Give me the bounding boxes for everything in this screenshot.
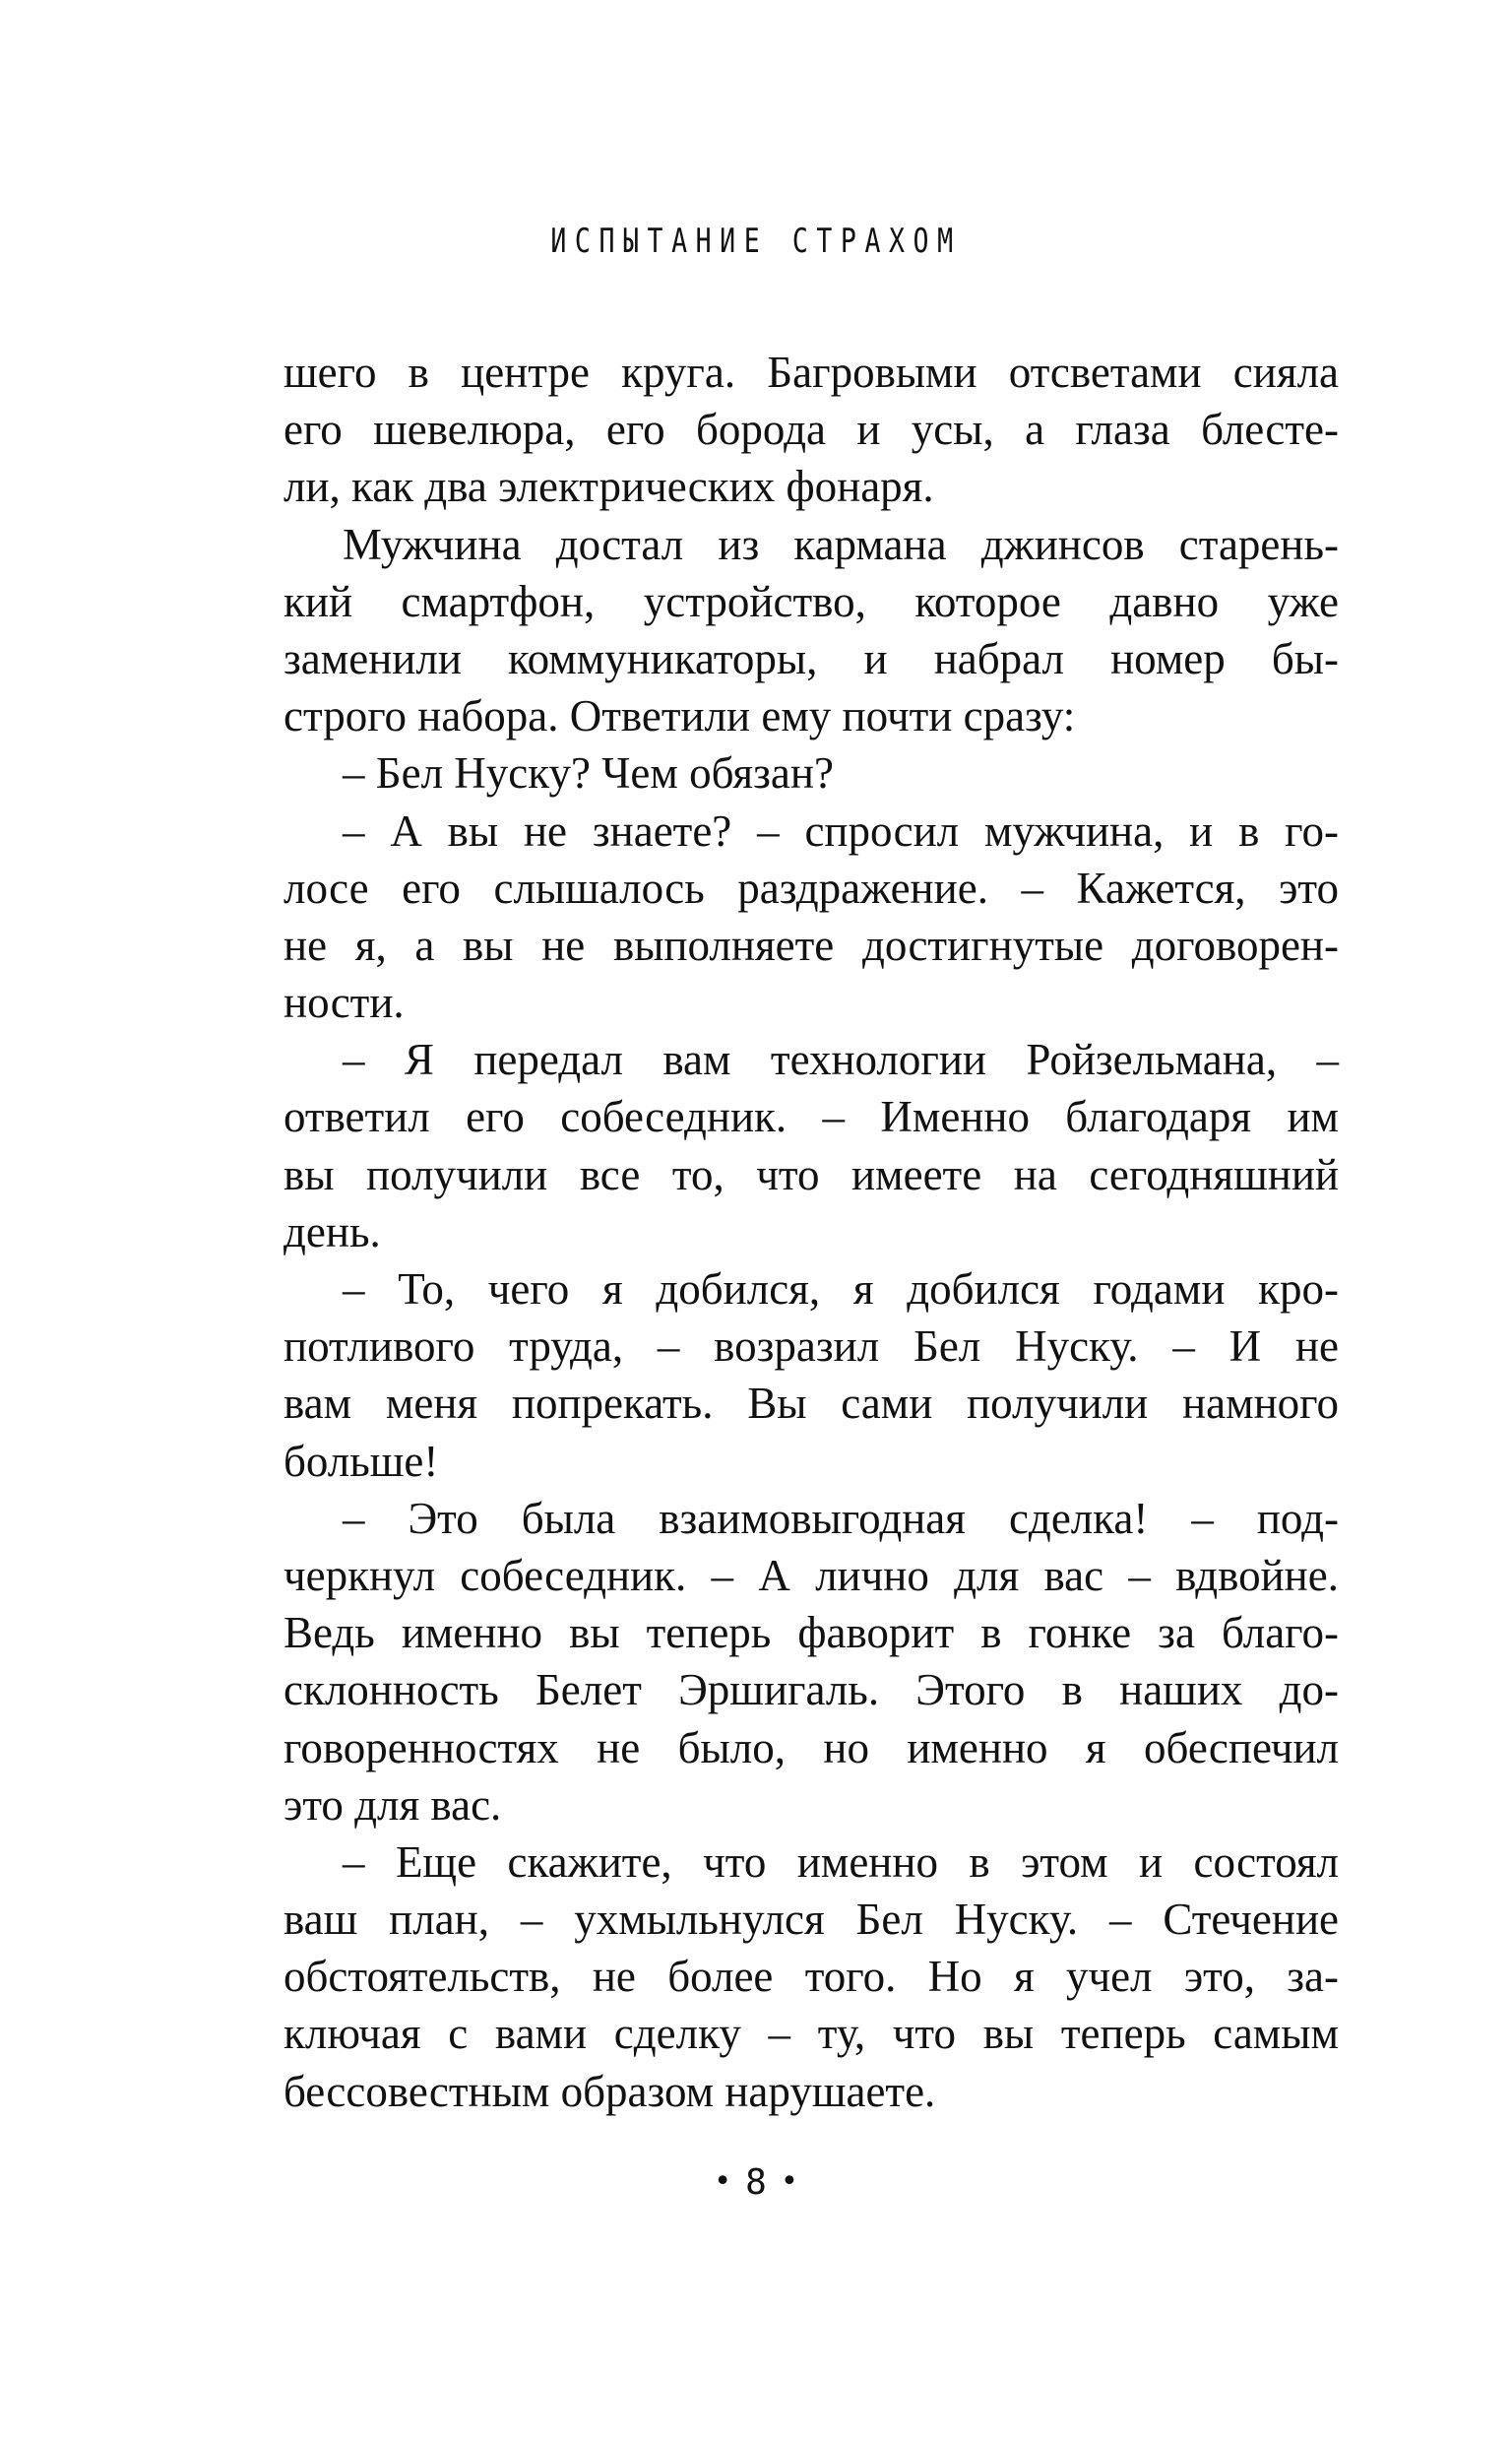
text-line: ности.: [284, 978, 405, 1028]
text-line: ваш план, – ухмыльнулся Бел Нуску. – Стечение: [284, 1895, 1339, 1945]
folio-dot-left: •: [714, 2164, 732, 2199]
text-line: день.: [284, 1206, 381, 1256]
text-line: ли, как два электрических фонаря.: [284, 462, 934, 512]
text-line: заменили коммуникаторы, и набрал номер бы-: [284, 633, 1339, 683]
text-line: – А вы не знаете? – спросил мужчина, и в го-: [343, 805, 1339, 856]
text-line: его шевелюра, его борода и усы, а глаза блесте-: [284, 405, 1339, 455]
text-line: говоренностях не было, но именно я обеспечил: [284, 1722, 1339, 1772]
text-line: вы получили все то, что имеете на сегодняшний: [284, 1149, 1339, 1199]
text-line: Ведь именно вы теперь фаворит в гонке за благо-: [284, 1608, 1339, 1658]
text-line: строго набора. Ответили ему почти сразу:: [284, 691, 1076, 741]
text-line: – Еще скажите, что именно в этом и состоял: [343, 1836, 1339, 1887]
text-line: черкнул собеседник. – А лично для вас – вдвойне.: [284, 1550, 1339, 1600]
text-line: кий смартфон, устройство, которое давно уже: [284, 576, 1339, 626]
page-number: [0, 2162, 1512, 2203]
text-line: не я, а вы не выполняете достигнутые договорен-: [284, 920, 1339, 970]
text-line: потливого труда, – возразил Бел Нуску. – И не: [284, 1321, 1339, 1372]
text-line: это для вас.: [284, 1779, 502, 1830]
text-line: больше!: [284, 1436, 439, 1486]
text-line: – Бел Нуску? Чем обязан?: [343, 748, 834, 799]
text-line: ответил его собеседник. – Именно благодаря им: [284, 1092, 1339, 1142]
text-line: шего в центре круга. Багровыми отсветами сияла: [284, 348, 1339, 397]
page-number-value: 8: [745, 2162, 767, 2203]
running-head: ИСПЫТАНИЕ СТРАХОМ: [550, 222, 962, 261]
text-line: ключая с вами сделку – ту, что вы теперь самым: [284, 2009, 1339, 2059]
text-line: лосе его слышалось раздражение. – Кажется, это: [284, 863, 1339, 913]
folio-dot-right: •: [780, 2164, 798, 2199]
body-text: [284, 344, 1339, 2120]
text-line: бессовестным образом нарушаете.: [284, 2066, 936, 2116]
text-line: – Я передал вам технологии Ройзельмана, –: [343, 1035, 1339, 1085]
text-line: – Это была взаимовыгодная сделка! – под-: [343, 1493, 1339, 1543]
text-line: Мужчина достал из кармана джинсов старень-: [343, 519, 1339, 569]
text-line: – То, чего я добился, я добился годами кро-: [343, 1264, 1339, 1314]
text-line: склонность Белет Эршигаль. Этого в наших до-: [284, 1665, 1339, 1715]
text-line: вам меня попрекать. Вы сами получили намного: [284, 1379, 1339, 1429]
text-line: обстоятельств, не более того. Но я учел это, за-: [284, 1952, 1339, 2002]
